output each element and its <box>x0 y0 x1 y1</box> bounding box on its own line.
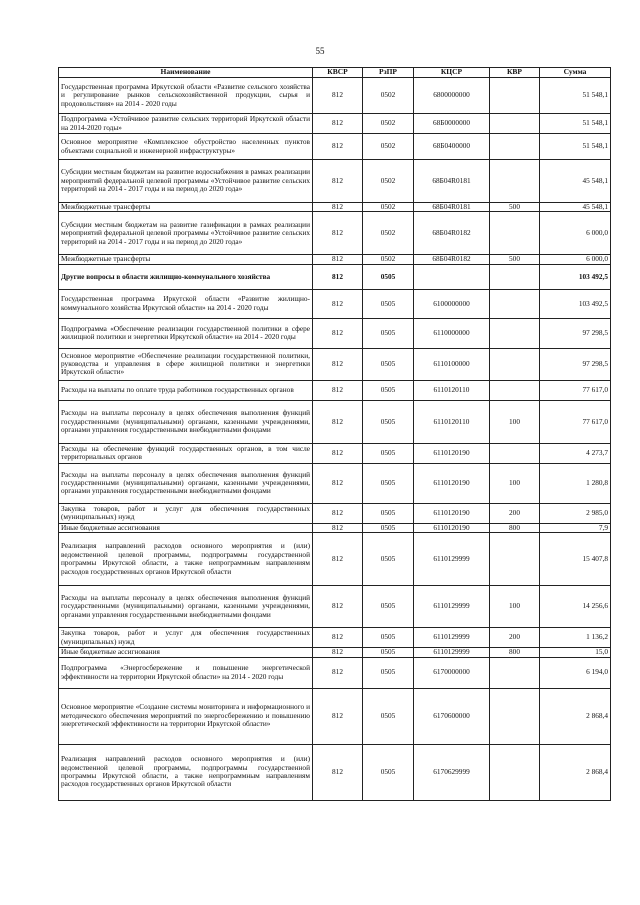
cell-kcsr: 68Б04R0181 <box>414 160 490 203</box>
table-row <box>59 744 611 800</box>
header-rzpr: РзПР <box>363 68 414 78</box>
cell-kvr: 500 <box>490 255 540 264</box>
cell-rzpr: 0505 <box>363 289 414 318</box>
cell-kvr <box>490 533 540 586</box>
cell-kcsr: 6170000000 <box>414 657 490 688</box>
cell-kvr <box>490 78 540 114</box>
cell-kvsr: 812 <box>313 318 363 348</box>
table-row <box>59 586 611 628</box>
cell-kcsr: 6110120190 <box>414 503 490 523</box>
cell-kvr: 500 <box>490 203 540 212</box>
cell-kvr: 100 <box>490 586 540 628</box>
table-row <box>59 160 611 203</box>
table-row <box>59 203 611 212</box>
cell-kvsr: 812 <box>313 688 363 744</box>
cell-name: Реализация направлений расходов основного мероприятия и (или) ведомственной целевой программы, подпрограммы государственной программы Иркутской области, а также непрограммным направлениям расходов государственных органов Иркутской области <box>59 533 313 586</box>
cell-rzpr: 0505 <box>363 380 414 400</box>
cell-kcsr: 6110129999 <box>414 628 490 648</box>
cell-kcsr: 6800000000 <box>414 78 490 114</box>
cell-rzpr: 0505 <box>363 523 414 532</box>
cell-rzpr: 0502 <box>363 255 414 264</box>
cell-name: Подпрограмма «Устойчивое развитие сельских территорий Иркутской области на 2014-2020 годы» <box>59 114 313 134</box>
cell-rzpr: 0502 <box>363 212 414 255</box>
cell-sum: 14 256,6 <box>540 586 611 628</box>
cell-sum: 51 548,1 <box>540 134 611 160</box>
cell-name: Иные бюджетные ассигнования <box>59 523 313 532</box>
cell-rzpr: 0502 <box>363 78 414 114</box>
table-row <box>59 255 611 264</box>
cell-kcsr: 6170629999 <box>414 744 490 800</box>
table-row <box>59 318 611 348</box>
cell-sum: 6 000,0 <box>540 212 611 255</box>
table-row <box>59 400 611 443</box>
cell-name: Расходы на выплаты персоналу в целях обеспечения выполнения функций государственными (муниципальными) органами, казенными учреждениями, органами управления государственными внебюджетными фондами <box>59 400 313 443</box>
cell-name: Основное мероприятие «Комплексное обустройство населенных пунктов объектами социальной и инженерной инфраструктуры» <box>59 134 313 160</box>
table-row <box>59 657 611 688</box>
cell-kvsr: 812 <box>313 203 363 212</box>
cell-kvr <box>490 380 540 400</box>
cell-sum: 2 868,4 <box>540 688 611 744</box>
cell-kvsr: 812 <box>313 744 363 800</box>
cell-name: Субсидии местным бюджетам на развитие газификации в рамках реализации мероприятий федеральной целевой программы «Устойчивое развитие сельских территорий на 2014 - 2017 годы и на период до 2020 года» <box>59 212 313 255</box>
cell-sum: 4 273,7 <box>540 443 611 463</box>
cell-kvr: 200 <box>490 503 540 523</box>
cell-name: Основное мероприятие «Создание системы мониторинга и информационного и методического обеспечения мероприятий по энергосбережению и повышению энергетической эффективности на территории Иркутской области» <box>59 688 313 744</box>
cell-kcsr: 6110129999 <box>414 586 490 628</box>
cell-kvr: 100 <box>490 400 540 443</box>
cell-sum: 77 617,0 <box>540 380 611 400</box>
cell-kvr: 200 <box>490 628 540 648</box>
cell-sum: 6 000,0 <box>540 255 611 264</box>
cell-rzpr: 0505 <box>363 400 414 443</box>
cell-sum: 51 548,1 <box>540 78 611 114</box>
cell-rzpr: 0505 <box>363 318 414 348</box>
header-kvsr: КВСР <box>313 68 363 78</box>
cell-kvsr: 812 <box>313 264 363 289</box>
cell-name: Расходы на выплаты персоналу в целях обеспечения выполнения функций государственными (муниципальными) органами, казенными учреждениями, органами управления государственными внебюджетными фондами <box>59 463 313 503</box>
cell-kcsr: 68Б0400000 <box>414 134 490 160</box>
cell-name: Государственная программа Иркутской области «Развитие жилищно-коммунального хозяйства Иркутской области» на 2014 - 2020 годы <box>59 289 313 318</box>
cell-kcsr: 6110129999 <box>414 533 490 586</box>
cell-kvr <box>490 348 540 380</box>
cell-name: Расходы на выплаты персоналу в целях обеспечения выполнения функций государственными (муниципальными) органами, казенными учреждениями, органами управления государственными внебюджетными фондами <box>59 586 313 628</box>
cell-kvr <box>490 289 540 318</box>
cell-kvsr: 812 <box>313 212 363 255</box>
cell-kcsr <box>414 264 490 289</box>
cell-kvsr: 812 <box>313 289 363 318</box>
cell-kcsr: 68Б04R0182 <box>414 255 490 264</box>
cell-rzpr: 0505 <box>363 744 414 800</box>
cell-kcsr: 6110120110 <box>414 400 490 443</box>
cell-rzpr: 0505 <box>363 648 414 657</box>
table-row <box>59 134 611 160</box>
cell-kvr <box>490 744 540 800</box>
cell-kvr: 800 <box>490 523 540 532</box>
table-row <box>59 289 611 318</box>
cell-kvr <box>490 443 540 463</box>
cell-kvr <box>490 160 540 203</box>
table-row <box>59 503 611 523</box>
cell-kvsr: 812 <box>313 443 363 463</box>
cell-sum: 103 492,5 <box>540 289 611 318</box>
cell-sum: 97 298,5 <box>540 318 611 348</box>
table-row <box>59 348 611 380</box>
cell-rzpr: 0505 <box>363 586 414 628</box>
cell-kcsr: 68Б0000000 <box>414 114 490 134</box>
cell-kvsr: 812 <box>313 657 363 688</box>
cell-rzpr: 0505 <box>363 503 414 523</box>
cell-kvsr: 812 <box>313 348 363 380</box>
cell-kvsr: 812 <box>313 503 363 523</box>
table-header-row <box>59 68 611 78</box>
cell-name: Иные бюджетные ассигнования <box>59 648 313 657</box>
header-kcsr: КЦСР <box>414 68 490 78</box>
table-row <box>59 212 611 255</box>
cell-rzpr: 0505 <box>363 688 414 744</box>
cell-kcsr: 6100000000 <box>414 289 490 318</box>
cell-kvsr: 812 <box>313 78 363 114</box>
table-row <box>59 523 611 532</box>
cell-kvr <box>490 688 540 744</box>
page-number: 55 <box>315 46 325 56</box>
cell-rzpr: 0505 <box>363 628 414 648</box>
cell-kcsr: 6110120190 <box>414 463 490 503</box>
cell-kvr: 100 <box>490 463 540 503</box>
cell-name: Закупка товаров, работ и услуг для обеспечения государственных (муниципальных) нужд <box>59 628 313 648</box>
cell-kcsr: 6110120110 <box>414 380 490 400</box>
cell-sum: 77 617,0 <box>540 400 611 443</box>
cell-rzpr: 0505 <box>363 533 414 586</box>
cell-kvr <box>490 114 540 134</box>
cell-name: Реализация направлений расходов основного мероприятия и (или) ведомственной целевой программы, подпрограммы государственной программы Иркутской области, а также непрограммным направлениям расходов государственных органов Иркутской области <box>59 744 313 800</box>
cell-kvsr: 812 <box>313 628 363 648</box>
cell-name: Основное мероприятие «Обеспечение реализации государственной политики, руководства и управления в сфере жилищной политики и энергетики Иркутской области» <box>59 348 313 380</box>
header-name: Наименование <box>59 68 313 78</box>
header-kvr: КВР <box>490 68 540 78</box>
cell-sum: 45 548,1 <box>540 160 611 203</box>
cell-kvsr: 812 <box>313 586 363 628</box>
cell-kvr <box>490 318 540 348</box>
cell-name: Другие вопросы в области жилищно-коммунального хозяйства <box>59 264 313 289</box>
cell-rzpr: 0505 <box>363 657 414 688</box>
cell-kvsr: 812 <box>313 523 363 532</box>
table-row <box>59 463 611 503</box>
cell-kvsr: 812 <box>313 463 363 503</box>
cell-kcsr: 68Б04R0182 <box>414 212 490 255</box>
cell-kvsr: 812 <box>313 160 363 203</box>
cell-sum: 2 985,0 <box>540 503 611 523</box>
cell-kcsr: 6110129999 <box>414 648 490 657</box>
cell-name: Межбюджетные трансферты <box>59 255 313 264</box>
cell-kvsr: 812 <box>313 114 363 134</box>
cell-sum: 2 868,4 <box>540 744 611 800</box>
table-row <box>59 264 611 289</box>
cell-kvsr: 812 <box>313 533 363 586</box>
cell-kvsr: 812 <box>313 255 363 264</box>
cell-sum: 45 548,1 <box>540 203 611 212</box>
cell-kvsr: 812 <box>313 648 363 657</box>
cell-sum: 1 280,8 <box>540 463 611 503</box>
budget-table <box>58 67 611 801</box>
cell-name: Государственная программа Иркутской области «Развитие сельского хозяйства и регулирование рынков сельскохозяйственной продукции, сырья и продовольствия» на 2014 - 2020 годы <box>59 78 313 114</box>
cell-rzpr: 0502 <box>363 134 414 160</box>
cell-kvsr: 812 <box>313 400 363 443</box>
cell-rzpr: 0502 <box>363 203 414 212</box>
table-row <box>59 688 611 744</box>
cell-sum: 51 548,1 <box>540 114 611 134</box>
table-row <box>59 78 611 114</box>
table-row <box>59 628 611 648</box>
cell-rzpr: 0505 <box>363 264 414 289</box>
cell-rzpr: 0505 <box>363 443 414 463</box>
cell-sum: 7,9 <box>540 523 611 532</box>
cell-kcsr: 68Б04R0181 <box>414 203 490 212</box>
table-row <box>59 443 611 463</box>
cell-name: Подпрограмма «Обеспечение реализации государственной политики в сфере жилищной политики и энергетики Иркутской области» на 2014 - 2020 годы <box>59 318 313 348</box>
cell-name: Расходы на обеспечение функций государственных органов, в том числе территориальных органов <box>59 443 313 463</box>
cell-name: Подпрограмма «Энергосбережение и повышение энергетической эффективности на территории Иркутской области» на 2014 - 2020 годы <box>59 657 313 688</box>
cell-kvr <box>490 212 540 255</box>
cell-kcsr: 6170600000 <box>414 688 490 744</box>
cell-kvsr: 812 <box>313 380 363 400</box>
cell-kvsr: 812 <box>313 134 363 160</box>
table-row <box>59 380 611 400</box>
table-row <box>59 533 611 586</box>
cell-kvr: 800 <box>490 648 540 657</box>
cell-rzpr: 0502 <box>363 114 414 134</box>
cell-kvr <box>490 134 540 160</box>
cell-kcsr: 6110100000 <box>414 348 490 380</box>
table-row <box>59 648 611 657</box>
cell-rzpr: 0505 <box>363 348 414 380</box>
cell-sum: 103 492,5 <box>540 264 611 289</box>
cell-sum: 15,0 <box>540 648 611 657</box>
cell-name: Межбюджетные трансферты <box>59 203 313 212</box>
cell-rzpr: 0505 <box>363 463 414 503</box>
cell-sum: 97 298,5 <box>540 348 611 380</box>
cell-name: Расходы на выплаты по оплате труда работников государственных органов <box>59 380 313 400</box>
cell-kvr <box>490 264 540 289</box>
cell-sum: 15 407,8 <box>540 533 611 586</box>
cell-name: Субсидии местным бюджетам на развитие водоснабжения в рамках реализации мероприятий федеральной целевой программы «Устойчивое развитие сельских территорий на 2014 - 2017 годы и на период до 2020 года» <box>59 160 313 203</box>
cell-kcsr: 6110000000 <box>414 318 490 348</box>
cell-sum: 6 194,0 <box>540 657 611 688</box>
cell-kcsr: 6110120190 <box>414 523 490 532</box>
header-sum: Сумма <box>540 68 611 78</box>
cell-name: Закупка товаров, работ и услуг для обеспечения государственных (муниципальных) нужд <box>59 503 313 523</box>
cell-kvr <box>490 657 540 688</box>
table-row <box>59 114 611 134</box>
cell-rzpr: 0502 <box>363 160 414 203</box>
cell-sum: 1 136,2 <box>540 628 611 648</box>
cell-kcsr: 6110120190 <box>414 443 490 463</box>
